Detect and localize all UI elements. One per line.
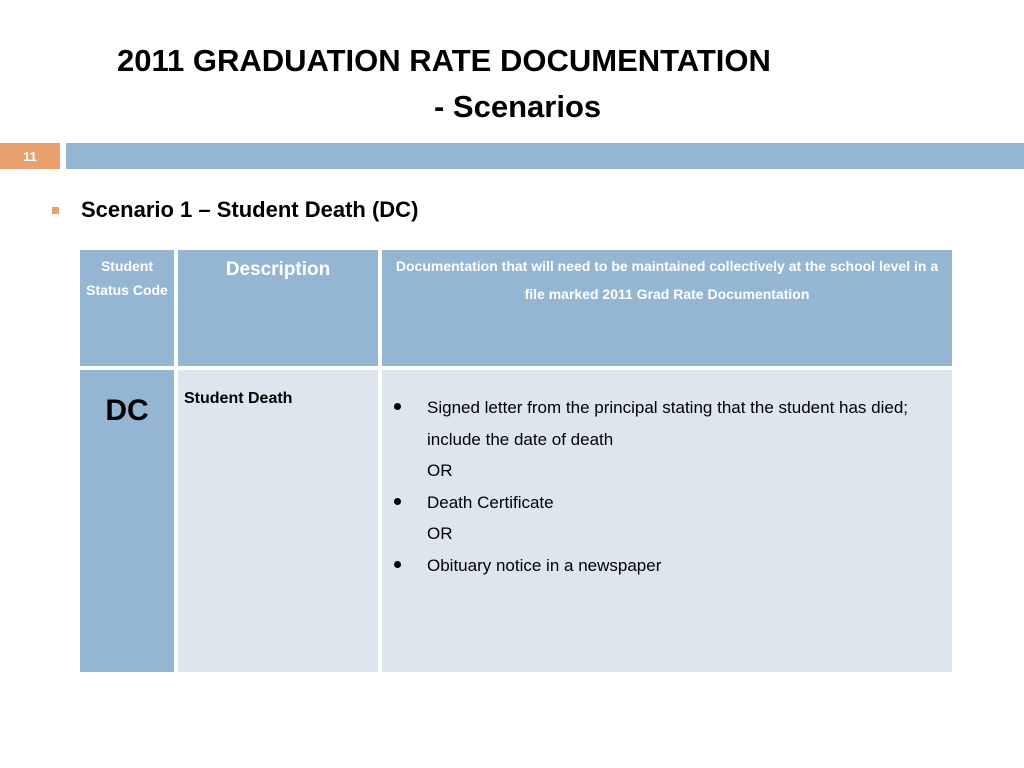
- header-rule-bar: [66, 143, 1024, 169]
- slide-number-badge: 11: [0, 143, 60, 169]
- square-bullet-icon: [52, 207, 59, 214]
- status-code-cell: [80, 370, 174, 672]
- slide-title: [0, 38, 1024, 130]
- documentation-item-text: Signed letter from the principal stating that the student has died; include the date of death: [427, 398, 909, 449]
- table-header-row: [80, 250, 952, 366]
- documentation-item: [392, 550, 952, 582]
- bullet-dot-icon: [394, 561, 401, 568]
- description-text: Student Death: [184, 390, 293, 407]
- documentation-item-text: OR: [427, 524, 453, 543]
- header-documentation: Documentation that will need to be maintained collectively at the school level in a file marked 2011 Grad Rate Documentation: [382, 250, 952, 366]
- bullet-dot-icon: [394, 498, 401, 505]
- documentation-cell: [382, 370, 952, 672]
- documentation-item-text: OR: [427, 461, 453, 480]
- slide-title-line1: 2011 GRADUATION RATE DOCUMENTATION: [117, 43, 771, 78]
- documentation-list: [382, 370, 952, 581]
- slide-title-line2: - Scenarios: [434, 89, 602, 124]
- table-row: [80, 370, 952, 672]
- documentation-or: [392, 455, 952, 487]
- scenario-heading: Scenario 1 – Student Death (DC): [81, 197, 419, 222]
- bullet-dot-icon: [394, 403, 401, 410]
- status-code: DC: [105, 394, 149, 427]
- header-status-code: Student Status Code: [80, 250, 174, 366]
- documentation-item-text: Death Certificate: [427, 492, 554, 512]
- header-description: Description: [178, 250, 378, 366]
- documentation-item-text: Obituary notice in a newspaper: [427, 555, 662, 575]
- documentation-or: [392, 518, 952, 550]
- scenario-heading-row: [52, 195, 418, 225]
- scenario-table: [76, 246, 956, 676]
- documentation-item: [392, 487, 952, 519]
- documentation-item: [392, 392, 952, 455]
- description-cell: [178, 370, 378, 672]
